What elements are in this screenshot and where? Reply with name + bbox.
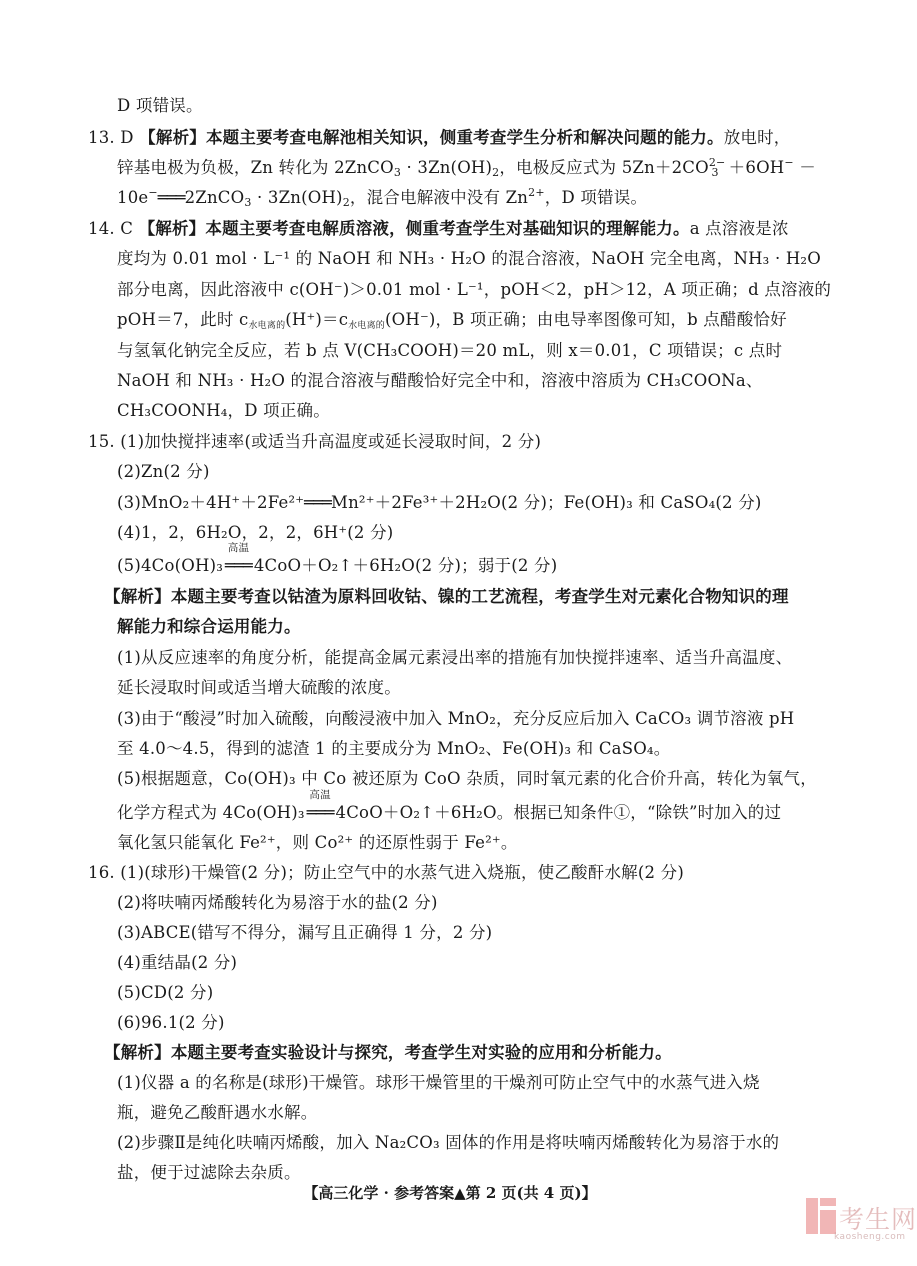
text-span: 锌基电极为负极，Zn 转化为 2ZnCO (117, 158, 394, 177)
analysis-summary: 本题主要考查电解池相关知识，侧重考查学生分析和解决问题的能力。 (205, 128, 724, 147)
text-span: 4CoO＋O₂↑＋6H₂O。根据已知条件①，“除铁”时加入的过 (335, 803, 782, 822)
question-14-line-1 (88, 218, 789, 240)
text-span: (H⁺)＝c (285, 310, 349, 329)
question-13-line-3: 10e−═══2ZnCO$_3$ · $3Zn(OH)_2$，混合电解液中没有 $Zn^{2+}$，D 项错误。 (117, 186, 648, 209)
text-line: (2)将呋喃丙烯酸转化为易溶于水的盐(2 分) (117, 893, 438, 912)
text-span: · 3Zn(OH) (401, 158, 493, 177)
text-span: Mn²⁺＋2Fe³⁺＋2H₂O(2 分)；Fe(OH)₃ 和 CaSO₄(2 分) (330, 493, 762, 512)
text-span: 10e (117, 188, 149, 207)
text-line: D 项错误。 (117, 96, 203, 115)
condition-label: 高温 (227, 542, 250, 554)
text-span: － (793, 158, 816, 177)
text-span: a 点溶液是浓 (689, 219, 789, 238)
watermark (806, 1192, 917, 1252)
text-line: 与氢氧化钠完全反应，若 b 点 V(CH₃COOH)＝20 mL，则 x＝0.01，C 项错误；c 点时 (117, 341, 783, 360)
analysis-summary: 本题主要考查实验设计与探究，考查学生对实验的应用和分析能力。 (170, 1043, 672, 1062)
analysis-summary: 本题主要考查电解质溶液，侧重考查学生对基础知识的理解能力。 (205, 219, 690, 238)
text-span: ，电极反应式为 5Zn＋2CO (499, 158, 709, 177)
text-span: (3)MnO₂＋4H⁺＋2Fe²⁺ (117, 493, 305, 512)
text-span: pOH＝7，此时 c (117, 310, 249, 329)
question-14-line-4 (117, 309, 787, 331)
analysis-tag: 【解析】 (138, 219, 206, 238)
text-span: ，D 项错误。 (544, 188, 648, 207)
text-span: ＋6OH (728, 158, 785, 177)
text-line: CH₃COONH₄，D 项正确。 (117, 401, 330, 420)
text-line: (6)96.1(2 分) (117, 1013, 225, 1032)
text-span: 2ZnCO (184, 188, 245, 207)
text-line: 解能力和综合运用能力。 (117, 617, 301, 636)
text-line: (1)从反应速率的角度分析，能提高金属元素浸出率的措施有加快搅拌速率、适当升高温度、 (117, 648, 793, 667)
text-line: (5)根据题意，Co(OH)₃ 中 Co 被还原为 CoO 杂质，同时氧元素的化合价升高，转化为氧气， (117, 769, 817, 788)
reaction-condition: 高温 ═══ (306, 789, 334, 822)
text-line: (4)1，2，6H₂O，2，2，6H⁺(2 分) (117, 523, 394, 542)
text-line: 部分电离，因此溶液中 c(OH⁻)＞0.01 mol · L⁻¹，pOH＜2，pH＞12，A 项正确；d 点溶液的 (117, 280, 832, 299)
watermark-url: kaosheng.com (834, 1232, 906, 1242)
text-line: 瓶，避免乙酸酐遇水水解。 (117, 1103, 318, 1122)
text-line: NaOH 和 NH₃ · H₂O 的混合溶液与醋酸恰好完全中和，溶液中溶质为 CH₃COONa、 (117, 371, 763, 390)
text-span: · 3Zn(OH) (251, 188, 343, 207)
question-13-line-2: 锌基电极为负极，Zn 转化为 2ZnCO$_3$ · $3Zn(OH)_2$，电极反应式为 $5Zn+2CO^{2-}_3 +6OH^-$ － (117, 156, 816, 179)
text-span: 化学方程式为 4Co(OH)₃ (117, 803, 305, 822)
question-13-line-1 (88, 127, 791, 149)
analysis-tag: 【解析】 (139, 128, 206, 147)
watermark-logo-icon (806, 1198, 836, 1234)
question-15-line-5 (117, 542, 558, 577)
equals-sign: ═══ (304, 493, 331, 512)
analysis-tag: 【解析】 (104, 587, 171, 606)
text-line: (3)由于“酸浸”时加入硫酸，向酸浸液中加入 MnO₂，充分反应后加入 CaCO₃ 调节溶液 pH (117, 709, 795, 728)
text-line: 氧化氢只能氧化 Fe²⁺，则 Co²⁺ 的还原性弱于 Fe²⁺。 (117, 833, 518, 852)
text-span: (5)4Co(OH)₃ (117, 556, 224, 575)
subscript: 水电离的 (348, 321, 386, 331)
text-span: (OH⁻)，B 项正确；由电导率图像可知，b 点醋酸恰好 (385, 310, 787, 329)
text-line: 15. (1)加快搅拌速率(或适当升高温度或延长浸取时间，2 分) (88, 432, 542, 451)
text-span: ，混合电解液中没有 Zn (349, 188, 529, 207)
text-line: 16. (1)(球形)干燥管(2 分)；防止空气中的水蒸气进入烧瓶，使乙酸酐水解(2 分) (88, 863, 684, 882)
text-line: 至 4.0～4.5，得到的滤渣 1 的主要成分为 MnO₂、Fe(OH)₃ 和 CaSO₄。 (117, 739, 671, 758)
text-span: 4CoO＋O₂↑＋6H₂O(2 分)；弱于(2 分) (253, 556, 558, 575)
analysis-summary: 本题主要考查以钴渣为原料回收钴、镍的工艺流程，考查学生对元素化合物知识的理 (170, 587, 789, 606)
text-line: (3)ABCE(错写不得分，漏写且正确得 1 分，2 分) (117, 923, 493, 942)
equals-sign: ═══ (157, 188, 185, 207)
question-number: 14. C (88, 219, 134, 238)
page-footer: 【高三化学 · 参考答案▲第 2 页(共 4 页)】 (303, 1184, 597, 1202)
text-line: (1)仪器 a 的名称是(球形)干燥管。球形干燥管里的干燥剂可防止空气中的水蒸气进入烧 (117, 1073, 760, 1092)
text-span: 放电时， (723, 128, 791, 147)
text-line: 延长浸取时间或适当增大硫酸的浓度。 (117, 678, 401, 697)
text-line: 盐，便于过滤除去杂质。 (117, 1163, 301, 1182)
text-line: (5)CD(2 分) (117, 983, 214, 1002)
analysis-tag: 【解析】 (104, 1043, 171, 1062)
question-15-line-3 (117, 492, 762, 514)
condition-label: 高温 (309, 789, 331, 801)
text-line: 度均为 0.01 mol · L⁻¹ 的 NaOH 和 NH₃ · H₂O 的混合溶液，NaOH 完全电离，NH₃ · H₂O (117, 249, 821, 268)
question-15-analysis (104, 586, 789, 608)
text-line: (4)重结晶(2 分) (117, 953, 238, 972)
reaction-condition: 高温 ═══ (225, 542, 252, 575)
text-line: (2)步骤Ⅱ是纯化呋喃丙烯酸，加入 Na₂CO₃ 固体的作用是将呋喃丙烯酸转化为易溶于水的 (117, 1133, 780, 1152)
question-number: 13. D (88, 128, 134, 147)
question-16-analysis (104, 1042, 672, 1064)
subscript: 水电离的 (248, 321, 286, 331)
text-line: (2)Zn(2 分) (117, 462, 210, 481)
watermark-text: 考生网 (839, 1205, 917, 1234)
question-15-exp-equation (117, 789, 782, 824)
